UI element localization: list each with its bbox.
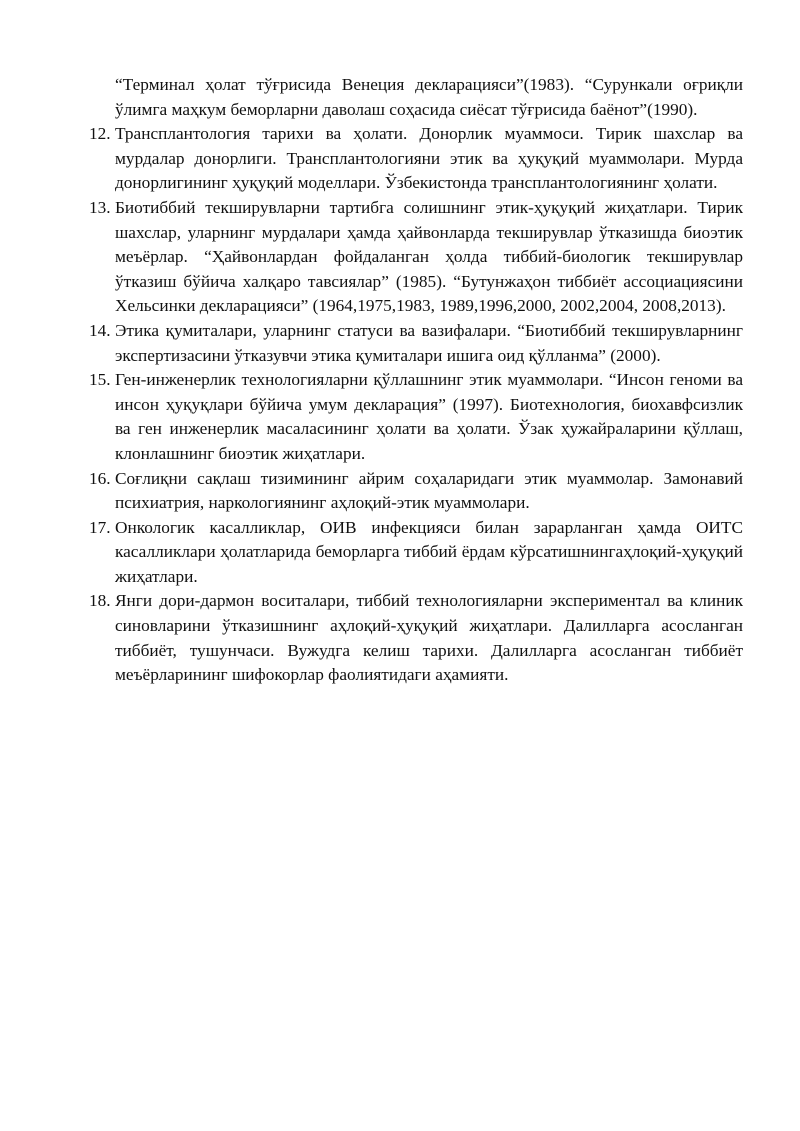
list-item-17 — [89, 516, 743, 590]
list-item-16 — [89, 467, 743, 516]
list-item-text: Онкологик касалликлар, ОИВ инфекцияси билан зарарланган ҳамда ОИТС касалликлари ҳолатларида беморларга тиббий ёрдам кўрсатишнингаҳлоқий-ҳуқуқий жиҳатлари. — [115, 517, 743, 586]
list-item-number: 13. — [89, 197, 111, 217]
list-item-text: Этика қумиталари, уларнинг статуси ва вазифалари. “Биотиббий текширувларнинг экспертизасини ўтказувчи этика қумиталари ишига оид қўлланма” (2000). — [115, 320, 743, 365]
list-item-15 — [89, 368, 743, 466]
list-item-text: Ген-инженерлик технологияларни қўллашнинг этик муаммолари. “Инсон геноми ва инсон ҳуқуқлари бўйича умум декларация” (1997). Биотехнология, биохавфсизлик ва ген инженерлик масаласининг ҳолати ва ҳолати. Ўзак ҳужайраларини қўллаш, клонлашнинг биоэтик жиҳатлари. — [115, 370, 743, 463]
list-item-number: 14. — [89, 320, 111, 340]
list-item-18 — [89, 589, 743, 687]
list-item-number: 16. — [89, 468, 111, 488]
list-item-text: Биотиббий текширувларни тартибга солишнинг этик-ҳуқуқий жиҳатлари. Тирик шахслар, уларнинг мурдалари ҳамда ҳайвонларда текширувлар ўтказишда биоэтик меъёрлар. “Ҳайвонлардан фойдаланган ҳолда тиббий-биологик текширувлар ўтказиш бўйича халқаро тавсиялар” (1985). “Бутунжаҳон тиббиёт ассоциациясини Хельсинки декларацияси” (1964,1975,1983, 1989,1996,2000, 2002,2004, 2008,2013). — [115, 197, 743, 316]
list-item-number: 12. — [89, 124, 111, 144]
list-item-continued — [89, 73, 743, 122]
list-item-number: 18. — [89, 591, 111, 611]
list-item-text: Трансплантология тарихи ва ҳолати. Донорлик муаммоси. Тирик шахслар ва мурдалар донорлиги. Трансплантологияни этик ва ҳуқуқий муаммолари. Мурда донорлигининг ҳуқуқий моделлари. Ўзбекистонда трансплантологиянинг ҳолати. — [115, 124, 743, 193]
list-item-12 — [89, 122, 743, 196]
list-item-number: 15. — [89, 370, 111, 390]
list-item-number: 17. — [89, 517, 111, 537]
document-page — [89, 73, 743, 688]
list-item-14 — [89, 319, 743, 368]
list-item-text: “Терминал ҳолат тўғрисида Венеция декларацияси”(1983). “Сурункали оғриқли ўлимга маҳкум беморларни даволаш соҳасида сиёсат тўғрисида баёнот”(1990). — [115, 75, 743, 119]
list-item-13 — [89, 196, 743, 319]
list-item-text: Соғлиқни сақлаш тизимининг айрим соҳаларидаги этик муаммолар. Замонавий психиатрия, наркологиянинг аҳлоқий-этик муаммолари. — [115, 468, 743, 513]
list-item-text: Янги дори-дармон воситалари, тиббий технологияларни экспериментал ва клиник синовларини ўтказишнинг аҳлоқий-ҳуқуқий жиҳатлари. Далилларга асосланган тиббиёт, тушунчаси. Вужудга келиш тарихи. Далилларга асосланган тиббиёт меъёрларининг шифокорлар фаолиятидаги аҳамияти. — [115, 591, 743, 685]
